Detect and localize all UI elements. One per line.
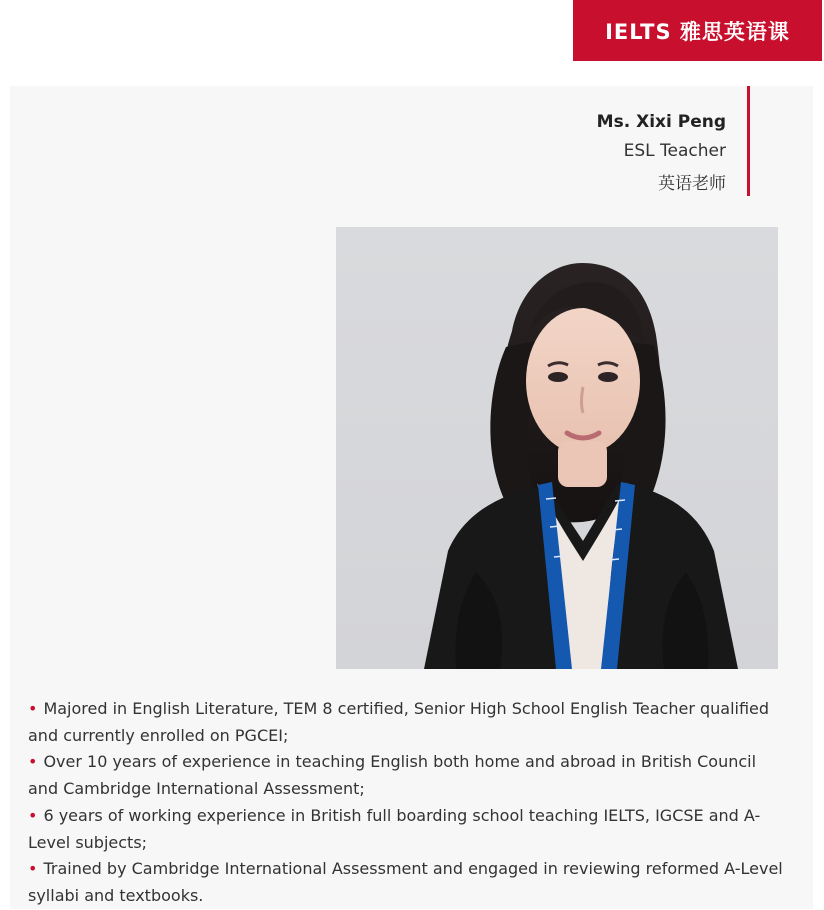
qualification-text: Over 10 years of experience in teaching English both home and abroad in British Council and Cambridge International Assessment; [28, 752, 757, 799]
qualification-text: Majored in English Literature, TEM 8 certified, Senior High School English Teacher qualified and currently enrolled on PGCEI; [28, 699, 770, 745]
qualification-item [28, 803, 788, 856]
qualification-item [28, 749, 788, 802]
teacher-info [450, 86, 750, 196]
teacher-photo [336, 227, 778, 669]
bullet-dot-icon: • [28, 859, 38, 879]
course-tag [573, 0, 822, 61]
teacher-name: Ms. Xixi Peng [596, 112, 726, 132]
bullet-dot-icon: • [28, 699, 38, 718]
qualification-item [28, 696, 788, 749]
teacher-profile-card [10, 86, 813, 909]
accent-line [747, 86, 750, 196]
bullet-dot-icon: • [28, 805, 38, 825]
course-tag-label: IELTS 雅思英语课 [605, 19, 790, 44]
bullet-dot-icon: • [28, 752, 38, 772]
qualification-text: 6 years of working experience in British full boarding school teaching IELTS, IGCSE and A-Level subjects; [28, 805, 761, 852]
qualification-text: Trained by Cambridge International Assessment and engaged in reviewing reformed A-Level syllabi and textbooks. [28, 859, 783, 905]
teacher-role-en: ESL Teacher [623, 141, 726, 161]
qualification-list [28, 696, 788, 910]
qualification-item [28, 856, 788, 909]
teacher-role-zh: 英语老师 [658, 174, 726, 194]
